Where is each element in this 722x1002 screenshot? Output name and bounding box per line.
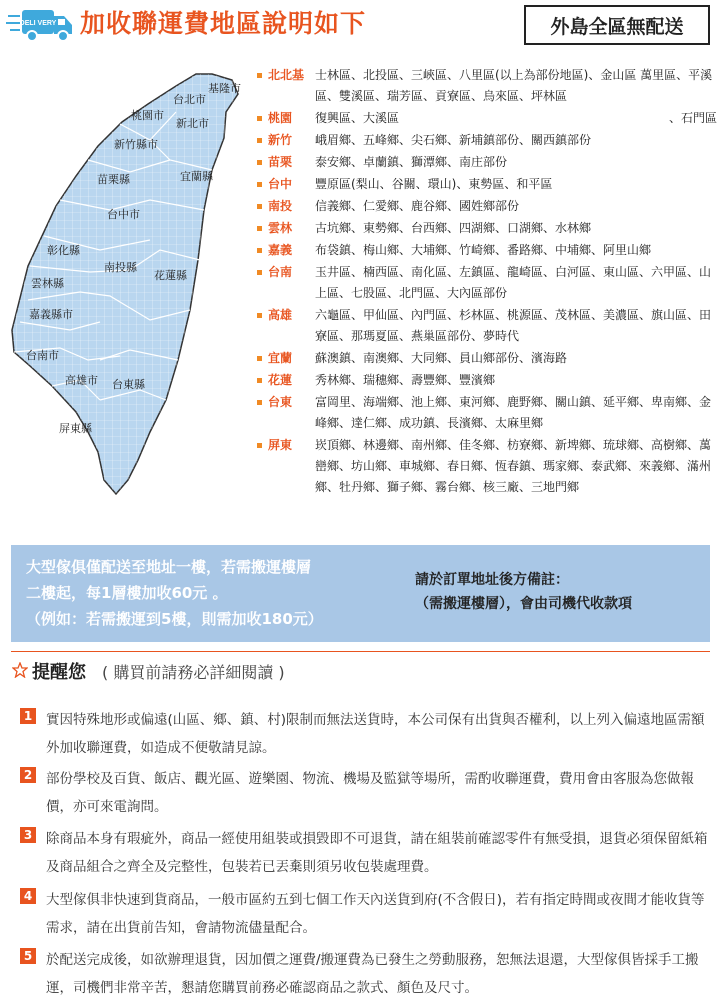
bullet-icon: [257, 226, 262, 231]
bullet-icon: [257, 160, 262, 165]
region-name: 高雄: [268, 308, 293, 322]
region-areas: 古坑鄉、東勢鄉、台西鄉、四湖鄉、口湖鄉、水林鄉: [315, 221, 592, 235]
surcharge-region-list: [255, 65, 717, 499]
star-icon: [12, 662, 28, 678]
note-text: 於配送完成後，如欲辦理退貨，因加價之運費/搬運費為已發生之勞動服務，恕無法退還，大型傢俱皆採手工搬運，司機們非常辛苦，懇請您購買前務必確認商品之款式、顏色及尺寸。: [46, 952, 699, 996]
map-label: 苗栗縣: [97, 173, 130, 186]
region-item: [255, 218, 717, 239]
note-text: 實因特殊地形或偏遠(山區、鄉、鎮、村)限制而無法送貨時，本公司保有出貨與否權利，以上列入偏遠地區需額外加收聯運費，如造成不便敬請見諒。: [46, 712, 705, 756]
region-areas: 布袋鎮、梅山鄉、大埔鄉、竹崎鄉、番路鄉、中埔鄉、阿里山鄉: [315, 243, 652, 257]
bullet-icon: [257, 313, 262, 318]
map-label: 雲林縣: [31, 277, 64, 290]
region-name: 宜蘭: [268, 351, 293, 365]
region-areas: 富岡里、海端鄉、池上鄉、東河鄉、鹿野鄉、關山鎮、延平鄉、卑南鄉、金峰鄉、達仁鄉、成功鎮、長濱鄉、太麻里鄉: [315, 395, 712, 430]
region-name: 花蓮: [268, 373, 293, 387]
note-number: 4: [20, 888, 36, 904]
region-item: [255, 65, 717, 107]
stairs-fee-line: 二樓起，每1層樓加收60元 。: [26, 584, 228, 602]
region-item: [255, 240, 717, 261]
taiwan-map: [0, 60, 250, 540]
region-item: [255, 392, 717, 434]
bullet-icon: [257, 270, 262, 275]
region-name: 台東: [268, 395, 293, 409]
note-number: 5: [20, 948, 36, 964]
map-label: 桃園市: [131, 109, 164, 122]
region-areas: 崁頂鄉、林邊鄉、南州鄉、佳冬鄉、枋寮鄉、新埤鄉、琉球鄉、高樹鄉、萬巒鄉、坊山鄉、車城鄉、春日鄉、恆春鎮、瑪家鄉、泰武鄉、來義鄉、滿州鄉、牡丹鄉、獅子鄉、霧台鄉、核三廠、三地門鄉: [315, 438, 712, 494]
bullet-icon: [257, 443, 262, 448]
stairs-fee-info: [26, 554, 406, 632]
bullet-icon: [257, 204, 262, 209]
reminder-note: [20, 946, 715, 1002]
region-item: [255, 174, 717, 195]
note-text: 除商品本身有瑕疵外，商品一經使用組裝或損毀即不可退貨，請在組裝前確認零件有無受損，退貨必須保留紙箱及商品組合之齊全及完整性，包裝若已丟棄則須另收包裝處理費。: [46, 831, 708, 875]
region-name: 雲林: [268, 221, 293, 235]
region-name: 南投: [268, 199, 293, 213]
note-number: 2: [20, 767, 36, 783]
region-item: [255, 196, 717, 217]
map-label: 新北市: [176, 117, 209, 130]
bullet-icon: [257, 378, 262, 383]
map-label: 宜蘭縣: [180, 170, 213, 183]
note-number: 3: [20, 827, 36, 843]
region-item: [255, 370, 717, 391]
region-areas: 六龜區、甲仙區、內門區、杉林區、桃源區、茂林區、美濃區、旗山區、田寮區、那瑪夏區、燕巢區部份、夢時代: [315, 308, 712, 343]
region-item: [255, 108, 717, 129]
region-item: [255, 152, 717, 173]
region-item: [255, 435, 717, 498]
region-areas: 玉井區、楠西區、南化區、左鎮區、龍崎區、白河區、東山區、六甲區、山上區、七股區、北門區、大內區部份: [315, 265, 712, 300]
note-text: 大型傢俱非快速到貨商品，一般市區約五到七個工作天內送貨到府(不含假日)，若有指定時間或夜間才能收貨等需求，請在出貨前告知，會請物流儘量配合。: [46, 892, 705, 936]
no-delivery-notice: 外島全區無配送: [524, 5, 710, 45]
map-label: 高雄市: [65, 374, 98, 387]
region-name: 台南: [268, 265, 293, 279]
reminder-subtitle: ( 購買前請務必詳細閱讀 ): [102, 663, 285, 682]
map-label: 基隆市: [208, 82, 241, 95]
map-label: 花蓮縣: [154, 269, 187, 282]
note-number: 1: [20, 708, 36, 724]
region-name: 桃園: [268, 111, 293, 125]
bullet-icon: [257, 73, 262, 78]
delivery-truck-icon: [6, 4, 74, 44]
region-areas: 信義鄉、仁愛鄉、鹿谷鄉、國姓鄉部份: [315, 199, 520, 213]
bullet-icon: [257, 356, 262, 361]
region-item: [255, 262, 717, 304]
map-label: 屏東縣: [59, 422, 92, 435]
bullet-icon: [257, 182, 262, 187]
remark-line: 請於訂單地址後方備註：: [415, 572, 569, 588]
map-label: 台東縣: [112, 378, 145, 391]
region-name: 新竹: [268, 133, 293, 147]
bullet-icon: [257, 138, 262, 143]
bullet-icon: [257, 116, 262, 121]
page-title: 加收聯運費地區說明如下: [80, 9, 367, 38]
order-remark-instruction: [415, 568, 715, 616]
region-name: 北北基: [268, 68, 305, 82]
region-areas-tail: 、石門區: [668, 111, 717, 125]
region-name: 苗栗: [268, 155, 293, 169]
map-label: 嘉義縣市: [29, 308, 73, 321]
map-label: 台中市: [107, 208, 140, 221]
bullet-icon: [257, 400, 262, 405]
map-label: 南投縣: [104, 261, 137, 274]
remark-line: （需搬運樓層），會由司機代收款項: [415, 596, 632, 612]
reminder-note: [20, 825, 715, 881]
region-areas: 士林區、北投區、三峽區、八里區(以上為部份地區)、金山區 萬里區、平溪區、雙溪區、瑞芳區、貢寮區、烏來區、坪林區: [315, 68, 713, 103]
region-item: [255, 348, 717, 369]
region-name: 台中: [268, 177, 293, 191]
region-areas: 峨眉鄉、五峰鄉、尖石鄉、新埔鎮部份、關西鎮部份: [315, 133, 592, 147]
map-label: 台北市: [173, 93, 206, 106]
region-item: [255, 130, 717, 151]
reminder-note: [20, 886, 715, 942]
map-label: 彰化縣: [47, 244, 80, 257]
region-areas: 復興區、大溪區: [315, 111, 400, 125]
map-label: 台南市: [26, 349, 59, 362]
reminder-title: 提醒您: [32, 662, 86, 683]
stairs-fee-line: 大型傢俱僅配送至地址一樓，若需搬運樓層: [26, 558, 312, 576]
stairs-fee-example: （例如：若需搬運到5樓，則需加收180元）: [26, 610, 323, 628]
note-text: 部份學校及百貨、飯店、觀光區、遊樂園、物流、機場及監獄等場所，需酌收聯運費，費用會由客服為您做報價，亦可來電詢問。: [46, 771, 694, 815]
region-areas: 秀林鄉、瑞穗鄉、壽豐鄉、豐濱鄉: [315, 373, 496, 387]
region-name: 屏東: [268, 438, 293, 452]
reminder-note: [20, 706, 715, 762]
section-divider: [11, 651, 710, 652]
region-name: 嘉義: [268, 243, 293, 257]
truck-badge-text: DELI VERY: [19, 20, 57, 27]
region-areas: 蘇澳鎮、南澳鄉、大同鄉、員山鄉部份、濱海路: [315, 351, 568, 365]
bullet-icon: [257, 248, 262, 253]
reminder-note: [20, 765, 715, 821]
region-areas: 泰安鄉、卓蘭鎮、獅潭鄉、南庄部份: [315, 155, 508, 169]
region-item: [255, 305, 717, 347]
map-label: 新竹縣市: [114, 138, 158, 151]
region-areas: 豐原區(梨山、谷關、環山)、東勢區、和平區: [315, 177, 553, 191]
